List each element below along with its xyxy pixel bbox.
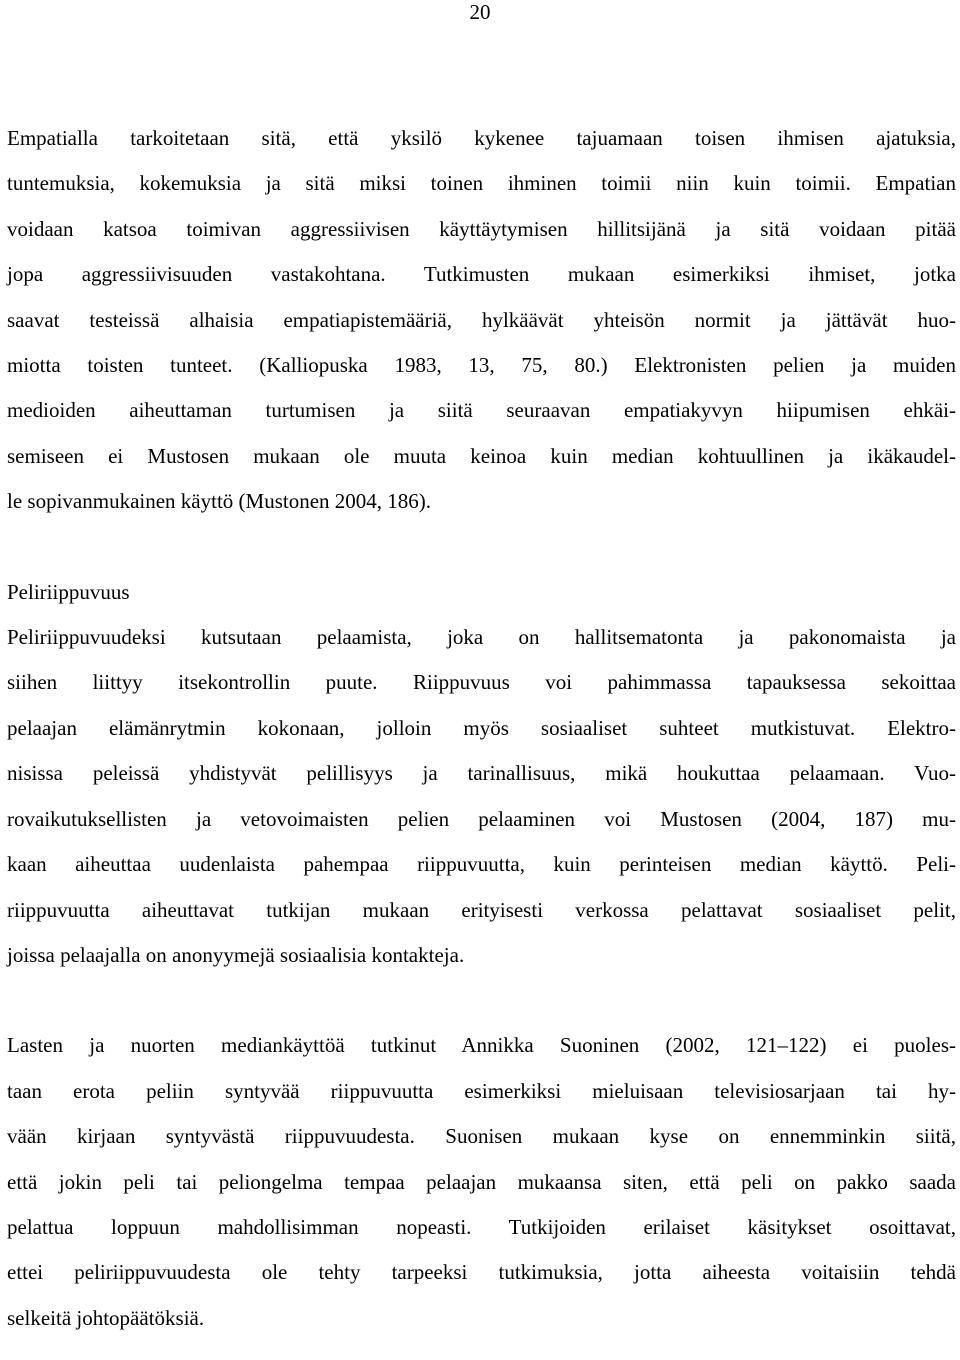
text-line: pelaajan elämänrytmin kokonaan, jolloin myös sosiaaliset suhteet mutkistuvat. Elektro- bbox=[7, 715, 956, 740]
text-line: taan erota peliin syntyvää riippuvuutta esimerkiksi mieluisaan televisiosarjaan tai hy- bbox=[7, 1078, 956, 1103]
document-body bbox=[7, 116, 956, 1341]
text-line: selkeitä johtopäätöksiä. bbox=[7, 1305, 205, 1330]
text-line: le sopivanmukainen käyttö (Mustonen 2004, 186). bbox=[7, 489, 432, 514]
text-line: Lasten ja nuorten mediankäyttöä tutkinut Annikka Suoninen (2002, 121–122) ei puoles- bbox=[7, 1033, 956, 1058]
section-heading: Peliriippuvuus bbox=[7, 579, 130, 604]
text-line: vään kirjaan syntyvästä riippuvuudesta. Suonisen mukaan kyse on ennemminkin siitä, bbox=[7, 1124, 956, 1149]
text-line: jopa aggressiivisuuden vastakohtana. Tutkimusten mukaan esimerkiksi ihmiset, jotka bbox=[7, 262, 956, 287]
paragraph-gap bbox=[7, 525, 956, 570]
text-line: miotta toisten tunteet. (Kalliopuska 1983, 13, 75, 80.) Elektronisten pelien ja muiden bbox=[7, 353, 956, 378]
text-line: ettei peliriippuvuudesta ole tehty tarpeeksi tutkimuksia, jotta aiheesta voitaisiin tehdä bbox=[7, 1260, 956, 1285]
text-line: riippuvuutta aiheuttavat tutkijan mukaan erityisesti verkossa pelattavat sosiaaliset pelit, bbox=[7, 897, 956, 922]
text-line: tuntemuksia, kokemuksia ja sitä miksi toinen ihminen toimii niin kuin toimii. Empatian bbox=[7, 171, 956, 196]
paragraph-gap bbox=[7, 978, 956, 1023]
paragraph-addiction bbox=[7, 615, 956, 978]
text-line: siihen liittyy itsekontrollin puute. Riippuvuus voi pahimmassa tapauksessa sekoittaa bbox=[7, 670, 956, 695]
paragraph-suoninen bbox=[7, 1023, 956, 1341]
text-line: että jokin peli tai peliongelma tempaa pelaajan mukaansa siten, että peli on pakko saada bbox=[7, 1169, 956, 1194]
text-line: nisissa peleissä yhdistyvät pelillisyys ja tarinallisuus, mikä houkuttaa pelaamaan. Vuo- bbox=[7, 761, 956, 786]
text-line: joissa pelaajalla on anonyymejä sosiaalisia kontakteja. bbox=[7, 942, 465, 967]
text-line: kaan aiheuttaa uudenlaista pahempaa riippuvuutta, kuin perinteisen median käyttö. Peli- bbox=[7, 852, 956, 877]
page-number: 20 bbox=[469, 0, 491, 24]
text-line: semiseen ei Mustosen mukaan ole muuta keinoa kuin median kohtuullinen ja ikäkaudel- bbox=[7, 443, 956, 468]
paragraph-empathy bbox=[7, 116, 956, 525]
text-line: rovaikutuksellisten ja vetovoimaisten pelien pelaaminen voi Mustosen (2004, 187) mu- bbox=[7, 806, 956, 831]
text-line: voidaan katsoa toimivan aggressiivisen käyttäytymisen hillitsijänä ja sitä voidaan pitää bbox=[7, 216, 956, 241]
text-line: Peliriippuvuudeksi kutsutaan pelaamista, joka on hallitsematonta ja pakonomaista ja bbox=[7, 625, 956, 650]
text-line: medioiden aiheuttaman turtumisen ja siitä seuraavan empatiakyvyn hiipumisen ehkäi- bbox=[7, 398, 956, 423]
text-line: saavat testeissä alhaisia empatiapistemääriä, hylkäävät yhteisön normit ja jättävät huo- bbox=[7, 307, 956, 332]
text-line: pelattua loppuun mahdollisimman nopeasti. Tutkijoiden erilaiset käsitykset osoittavat, bbox=[7, 1214, 956, 1239]
text-line: Empatialla tarkoitetaan sitä, että yksilö kykenee tajuamaan toisen ihmisen ajatuksia, bbox=[7, 126, 956, 150]
